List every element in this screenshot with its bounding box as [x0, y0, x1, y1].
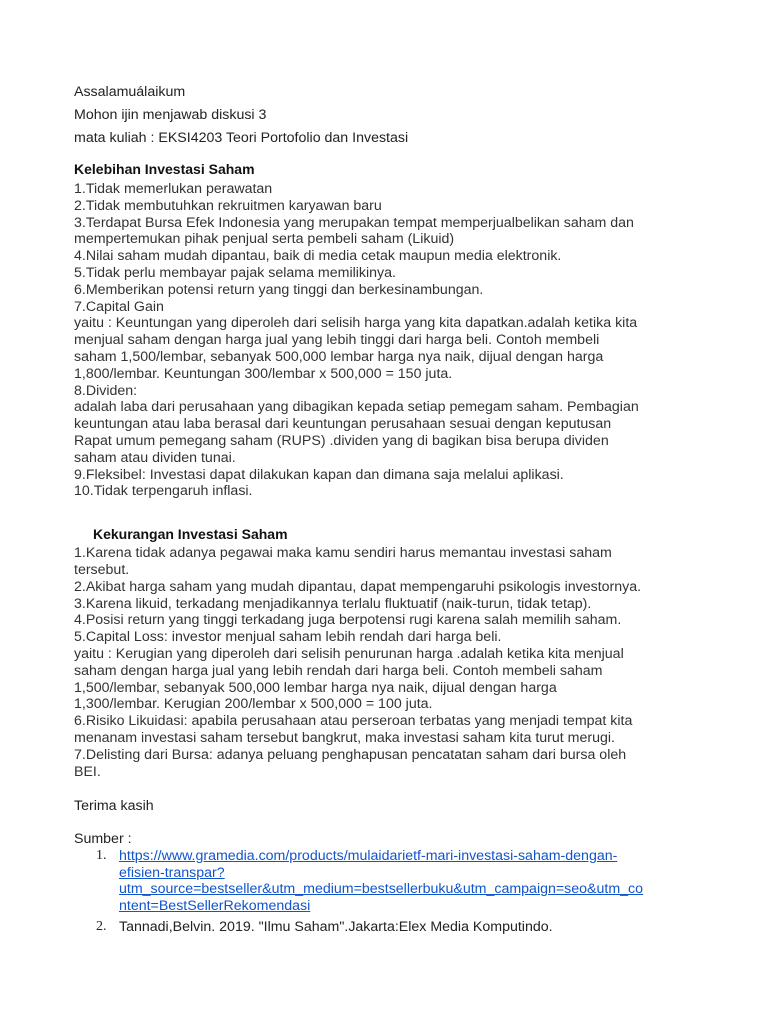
- source-number: 2.: [96, 919, 107, 935]
- sources-label: Sumber :: [74, 831, 132, 848]
- text-line: 1,500/lembar, sebanyak 500,000 lembar harga nya naik, dijual dengan harga: [74, 679, 557, 696]
- source-link-line[interactable]: efisien-transpar?: [119, 864, 225, 881]
- text-line: saham 1,500/lembar, sebanyak 500,000 lembar harga nya naik, dijual dengan harga: [74, 348, 604, 365]
- document-page: [74, 84, 700, 936]
- sources-list: [74, 848, 700, 936]
- text-line: 8.Dividen:: [74, 382, 138, 399]
- text-line: Rapat umum pemegang saham (RUPS) .dividen yang di bagikan bisa berupa dividen: [74, 432, 609, 449]
- text-line: tersebut.: [74, 561, 130, 578]
- course-info: mata kuliah : EKSI4203 Teori Portofolio dan Investasi: [74, 130, 409, 146]
- source-link-line[interactable]: https://www.gramedia.com/products/mulaidarietf-mari-investasi-saham-dengan-: [119, 847, 618, 864]
- text-line: mempertemukan pihak penjual serta pembeli saham (Likuid): [74, 231, 455, 248]
- closing-thanks: Terima kasih: [74, 798, 154, 815]
- advantages-heading: Kelebihan Investasi Saham: [74, 161, 255, 177]
- text-line: 4.Nilai saham mudah dipantau, baik di media cetak maupun media elektronik.: [74, 248, 562, 265]
- source-link[interactable]: [119, 848, 700, 915]
- text-line: 2.Akibat harga saham yang mudah dipantau, dapat mempengaruhi psikologis investornya.: [74, 578, 642, 595]
- text-line: 2.Tidak membutuhkan rekruitmen karyawan baru: [74, 197, 382, 214]
- text-line: 7.Capital Gain: [74, 298, 164, 315]
- text-line: 6.Risiko Likuidasi: apabila perusahaan atau perseroan terbatas yang menjadi tempat kita: [74, 713, 633, 730]
- source-item: [74, 848, 700, 915]
- text-line: 5.Capital Loss: investor menjual saham lebih rendah dari harga beli.: [74, 629, 502, 646]
- disadvantages-list: [74, 545, 700, 780]
- source-citation: Tannadi,Belvin. 2019. "Ilmu Saham".Jakarta:Elex Media Komputindo.: [119, 919, 553, 936]
- source-item: [74, 919, 700, 936]
- text-line: saham dengan harga jual yang lebih rendah dari harga beli. Contoh membeli saham: [74, 662, 603, 679]
- text-line: 4.Posisi return yang tinggi terkadang juga berpotensi rugi karena salah memilih saham.: [74, 612, 622, 629]
- text-line: 5.Tidak perlu membayar pajak selama memilikinya.: [74, 264, 396, 281]
- text-line: 1.Tidak memerlukan perawatan: [74, 181, 273, 197]
- text-line: 6.Memberikan potensi return yang tinggi dan berkesinambungan.: [74, 281, 484, 298]
- text-line: 3.Karena likuid, terkadang menjadikannya terlalu fluktuatif (naik-turun, tidak tetap).: [74, 595, 592, 612]
- text-line: 1.Karena tidak adanya pegawai maka kamu sendiri harus memantau investasi saham: [74, 545, 612, 562]
- text-line: menjual saham dengan harga jual yang lebih tinggi dari harga beli. Contoh membeli: [74, 332, 600, 349]
- disadvantages-heading: Kekurangan Investasi Saham: [93, 526, 288, 543]
- text-line: keuntungan atau laba berasal dari keuntungan perusahaan sesuai dengan keputusan: [74, 416, 612, 433]
- text-line: 1,300/lembar. Kerugian 200/lembar x 500,000 = 100 juta.: [74, 696, 433, 713]
- text-line: menanam investasi saham tersebut bangkrut, maka investasi saham kita turut merugi.: [74, 729, 615, 746]
- text-line: 1,800/lembar. Keuntungan 300/lembar x 500,000 = 150 juta.: [74, 365, 453, 382]
- text-line: BEI.: [74, 763, 101, 780]
- text-line: saham atau dividen tunai.: [74, 449, 236, 466]
- text-line: yaitu : Kerugian yang diperoleh dari selisih penurunan harga .adalah ketika kita menjual: [74, 645, 624, 662]
- text-line: 10.Tidak terpengaruh inflasi.: [74, 483, 253, 500]
- text-line: 9.Fleksibel: Investasi dapat dilakukan kapan dan dimana saja melalui aplikasi.: [74, 466, 564, 483]
- greeting-salam: Assalamuálaikum: [74, 84, 186, 100]
- text-line: adalah laba dari perusahaan yang dibagikan kepada setiap pemegam saham. Pembagian: [74, 399, 639, 416]
- source-link-line[interactable]: ntent=BestSellerRekomendasi: [119, 898, 311, 915]
- text-line: 3.Terdapat Bursa Efek Indonesia yang merupakan tempat memperjualbelikan saham dan: [74, 214, 634, 231]
- advantages-list: [74, 181, 700, 500]
- text-line: 7.Delisting dari Bursa: adanya peluang penghapusan pencatatan saham dari bursa oleh: [74, 746, 627, 763]
- source-link-line[interactable]: utm_source=bestseller&utm_medium=bestsellerbuku&utm_campaign=seo&utm_co: [119, 881, 644, 898]
- greeting-request: Mohon ijin menjawab diskusi 3: [74, 107, 267, 123]
- source-number: 1.: [96, 847, 107, 863]
- text-line: yaitu : Keuntungan yang diperoleh dari selisih harga yang kita dapatkan.adalah ketika kita: [74, 315, 638, 332]
